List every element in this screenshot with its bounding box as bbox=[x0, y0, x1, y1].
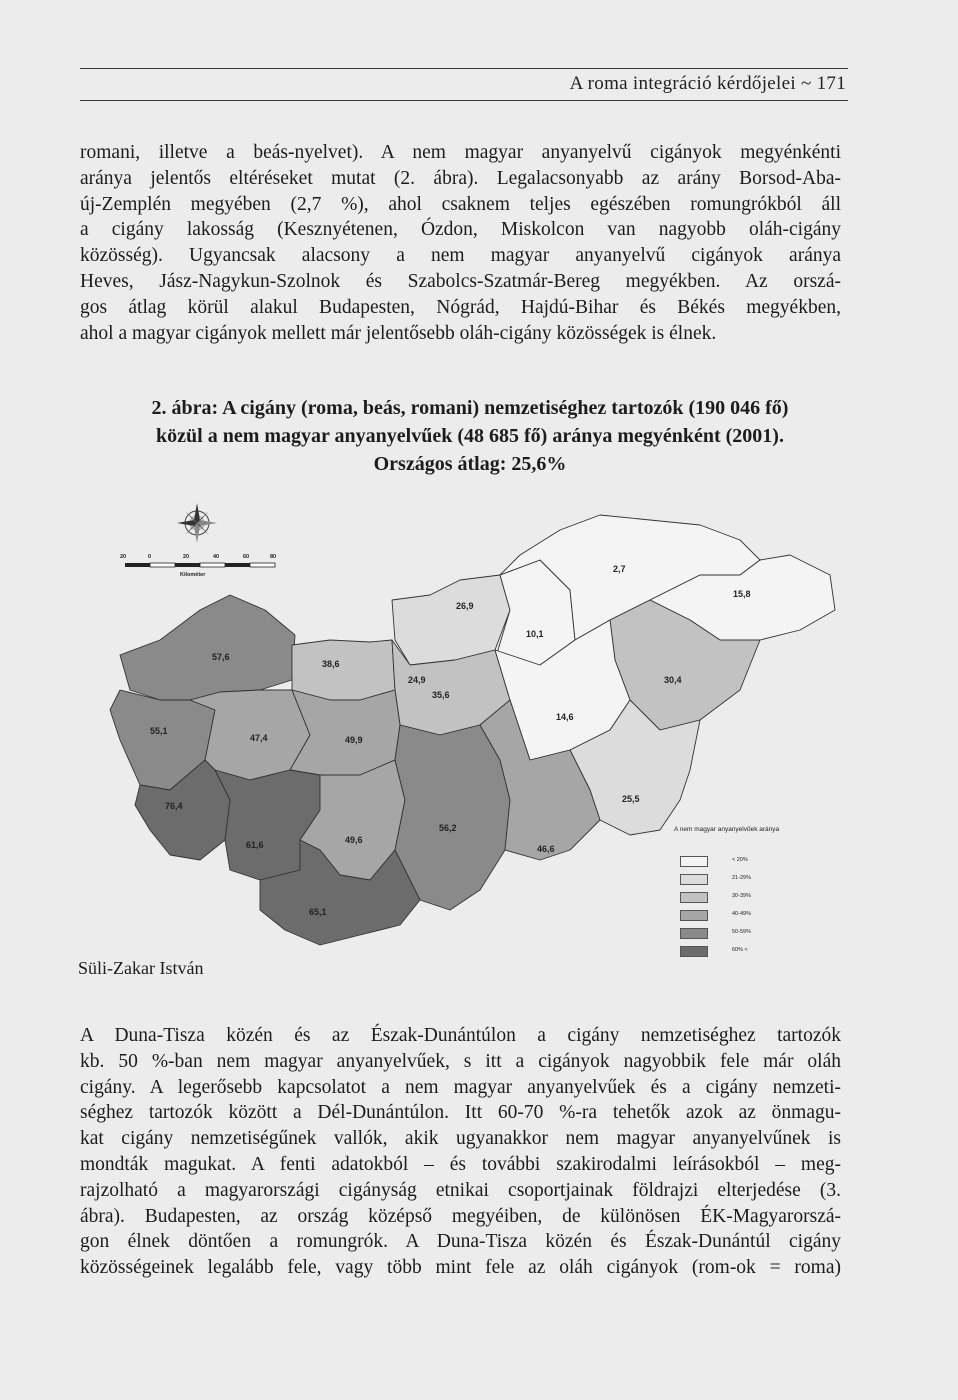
county-value-csongrad: 46,6 bbox=[537, 844, 555, 854]
text-line: közösség). Ugyancsak alacsony a nem magyar anyanyelvű cigányok aránya bbox=[80, 245, 841, 267]
text-line: mondták magukat. A fenti adatokból – és további szakirodalmi leírásokból – meg- bbox=[80, 1153, 841, 1175]
county-value-baranya: 65,1 bbox=[309, 907, 327, 917]
text-line: rajzolható a magyarországi cigányság etnikai csoportjainak földrajzi elterjedése (3. bbox=[80, 1179, 841, 1201]
legend-swatch bbox=[680, 892, 708, 903]
scale-tick: 20 bbox=[183, 554, 190, 560]
paragraph-1 bbox=[80, 140, 841, 346]
text-line: romani, illetve a beás-nyelvet). A nem magyar anyanyelvű cigányok megyénkénti bbox=[80, 142, 841, 163]
legend-item bbox=[680, 892, 800, 904]
scale-tick: 80 bbox=[270, 554, 277, 560]
county-value-vas: 55,1 bbox=[150, 726, 168, 736]
text-line: séghez tartozók között a Dél-Dunántúlon. Itt 60-70 %-ra tehetők azok az önmagu- bbox=[80, 1102, 841, 1124]
county-value-bekes: 25,5 bbox=[622, 794, 640, 804]
legend-item bbox=[680, 856, 800, 868]
text-line: a cigány lakosság (Kesznyétenen, Ózdon, Miskolcon van nagyobb oláh-cigány bbox=[80, 219, 841, 241]
county-komarom bbox=[292, 640, 395, 700]
text-line: kb. 50 %-ban nem magyar anyanyelvűek, s itt a cigányok nagyobbik fele már oláh bbox=[80, 1050, 841, 1072]
compass-rose-icon bbox=[177, 503, 217, 543]
legend-item bbox=[680, 874, 800, 886]
county-value-komarom: 38,6 bbox=[322, 659, 340, 669]
legend-item bbox=[680, 946, 800, 958]
figure-credit: Süli-Zakar István bbox=[78, 958, 204, 978]
caption-line: közül a nem magyar anyanyelvűek (48 685 fő) aránya megyénként (2001). bbox=[156, 425, 784, 447]
legend-label: 40-49% bbox=[732, 911, 751, 917]
legend-swatch bbox=[680, 910, 708, 921]
caption-line: 2. ábra: A cigány (roma, beás, romani) nemzetiséghez tartozók (190 046 fő) bbox=[151, 397, 789, 419]
county-value-szabolcs: 15,8 bbox=[733, 589, 751, 599]
text-line: ahol a magyar cigányok mellett már jelentősebb oláh-cigány közösségek is élnek. bbox=[80, 322, 717, 344]
county-value-borsod: 2,7 bbox=[613, 564, 626, 574]
county-value-veszprem: 47,4 bbox=[250, 733, 268, 743]
legend-label: 21-29% bbox=[732, 875, 751, 881]
legend-label: 30-39% bbox=[732, 893, 751, 899]
hungary-county-map bbox=[0, 480, 958, 980]
map-svg bbox=[0, 480, 958, 980]
legend-item bbox=[680, 910, 800, 922]
county-bacs bbox=[395, 725, 510, 910]
county-value-gyor: 57,6 bbox=[212, 652, 230, 662]
legend-label: < 20% bbox=[732, 857, 748, 863]
legend-swatch bbox=[680, 874, 708, 885]
county-value-szolnok: 14,6 bbox=[556, 712, 574, 722]
county-value-zala: 76,4 bbox=[165, 801, 183, 811]
county-value-nograd: 26,9 bbox=[456, 601, 474, 611]
scale-tick: 60 bbox=[243, 554, 250, 560]
text-line: cigány. A legerősebb kapcsolatot a nem magyar anyanyelvűek és a cigány nemzeti- bbox=[80, 1076, 841, 1098]
header-rule-top bbox=[80, 68, 848, 69]
legend-swatch bbox=[680, 856, 708, 867]
county-value-heves: 10,1 bbox=[526, 629, 544, 639]
text-line: gos átlag körül alakul Budapesten, Nógrád, Hajdú-Bihar és Békés megyékben, bbox=[80, 296, 841, 318]
text-line: kat cigány nemzetiségűnek vallók, akik ugyanakkor nem magyar anyanyelvűnek is bbox=[80, 1128, 841, 1150]
text-line: ábra). Budapesten, az ország középső megyéiben, de különösen ÉK-Magyarorszá- bbox=[80, 1205, 841, 1227]
legend-label: 50-59% bbox=[732, 929, 751, 935]
legend-swatch bbox=[680, 928, 708, 939]
paragraph-2 bbox=[80, 1023, 841, 1281]
scale-unit: Kilométer bbox=[180, 572, 206, 578]
county-value-budapest: 24,9 bbox=[408, 675, 426, 685]
text-line: gon élnek döntően a romungrók. A Duna-Tisza közén és Észak-Dunántúl cigány bbox=[80, 1231, 841, 1253]
county-value-fejer: 49,9 bbox=[345, 735, 363, 745]
county-value-tolna: 49,6 bbox=[345, 835, 363, 845]
county-value-bacs: 56,2 bbox=[439, 823, 457, 833]
text-line: új-Zemplén megyében (2,7 %), ahol csaknem teljes egészében romungrókból áll bbox=[80, 193, 841, 215]
text-line: aránya jelentős eltéréseket mutat (2. ábra). Legalacsonyabb az arány Borsod-Aba- bbox=[80, 167, 841, 189]
legend-swatch bbox=[680, 946, 708, 957]
scale-tick: 20 bbox=[120, 554, 127, 560]
county-value-somogy: 61,6 bbox=[246, 840, 264, 850]
text-line: közösségeinek legalább fele, vagy több mint fele az oláh cigányok (rom-ok = roma) bbox=[80, 1257, 841, 1279]
scale-tick: 0 bbox=[148, 554, 152, 560]
county-value-hajdu: 30,4 bbox=[664, 675, 682, 685]
county-value-pest: 35,6 bbox=[432, 690, 450, 700]
scale-tick: 40 bbox=[213, 554, 220, 560]
legend-item bbox=[680, 928, 800, 940]
legend-title: A nem magyar anyanyelvűek aránya bbox=[674, 826, 780, 833]
scale-bar bbox=[120, 554, 276, 578]
text-line: Heves, Jász-Nagykun-Szolnok és Szabolcs-Szatmár-Bereg megyékben. Az orszá- bbox=[80, 270, 841, 292]
text-line: A Duna-Tisza közén és az Észak-Dunántúlon a cigány nemzetiséghez tartozók bbox=[80, 1025, 841, 1046]
legend-label: 60% < bbox=[732, 947, 748, 953]
figure-caption bbox=[80, 394, 860, 478]
county-gyor bbox=[120, 595, 295, 700]
caption-line: Országos átlag: 25,6% bbox=[373, 453, 567, 475]
header-rule-bottom bbox=[80, 100, 848, 101]
running-head: A roma integráció kérdőjelei ~ 171 bbox=[569, 73, 846, 94]
